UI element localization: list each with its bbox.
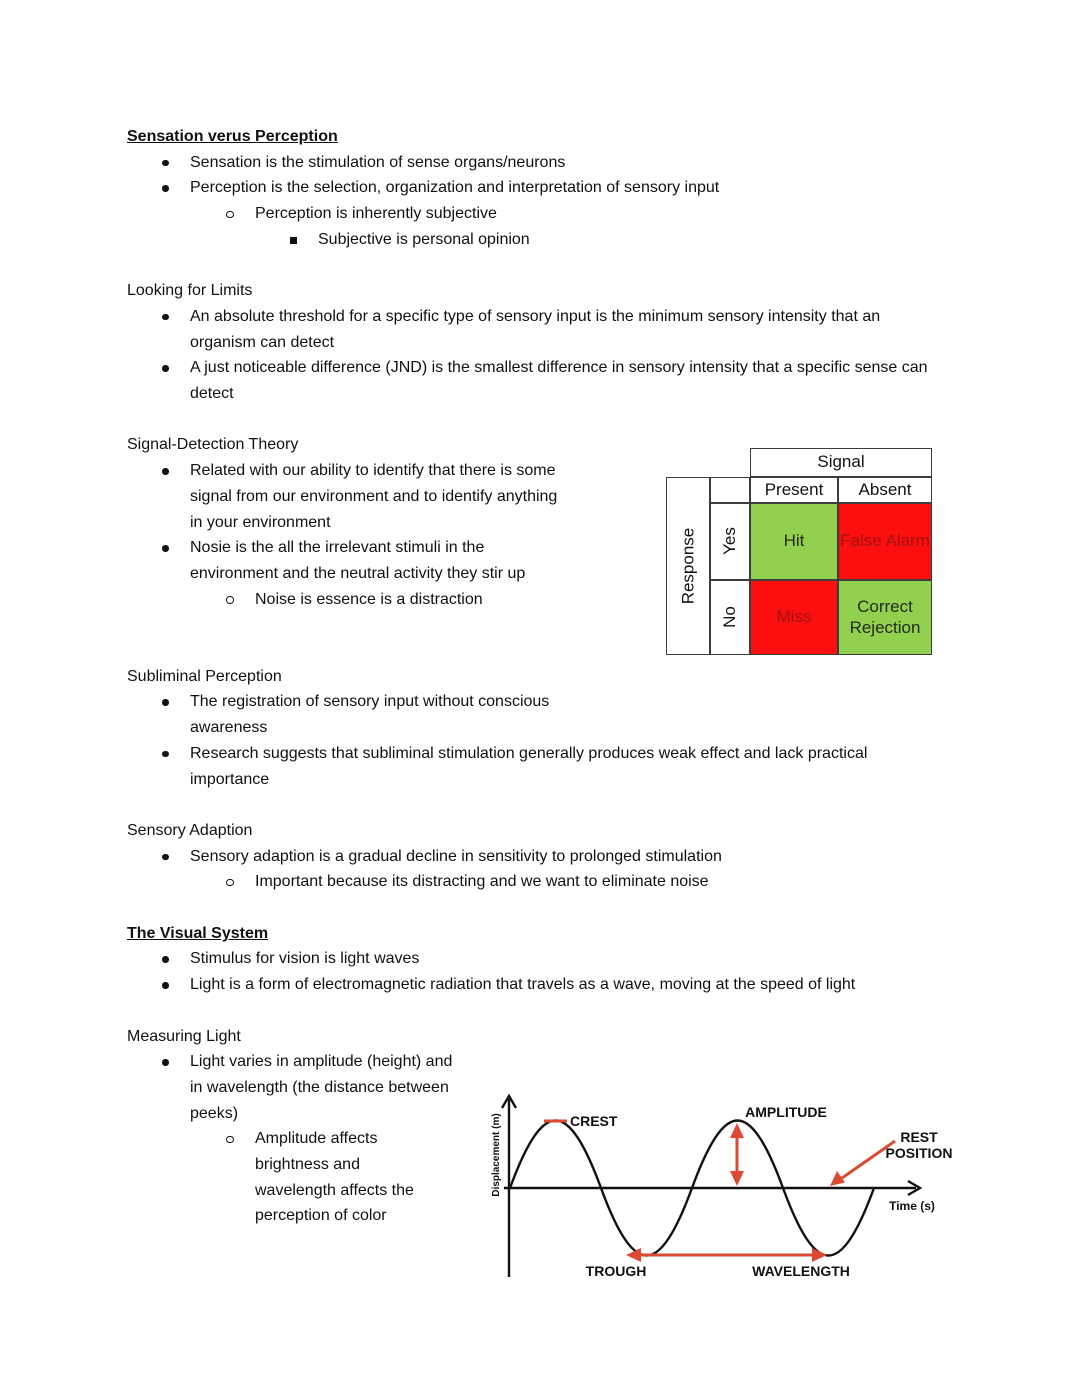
cell-miss: Miss (750, 580, 838, 655)
bullet-disc-icon (162, 365, 169, 372)
list-item-text: Stimulus for vision is light waves (190, 950, 420, 968)
list-item-text: Sensory adaption is a gradual decline in sensitivity to prolonged stimulation (190, 847, 722, 865)
crest-label: CREST (570, 1113, 618, 1129)
bullet-disc-icon (162, 751, 169, 758)
bullet-disc-icon (162, 468, 169, 475)
list-item-text: Perception is the selection, organization and interpretation of sensory input (190, 179, 720, 197)
section-heading: Looking for Limits (127, 282, 253, 300)
list-item-text: Light is a form of electromagnetic radiation that travels as a wave, moving at the speed of light (190, 976, 856, 994)
list-item-text: Nosie is the all the irrelevant stimuli in the environment and the neutral activity they stir up (190, 539, 526, 582)
list-item-text: Research suggests that subliminal stimulation generally produces weak effect and lack practical importance (190, 744, 868, 788)
section-heading: Sensory Adaption (127, 821, 253, 839)
bullet-disc-icon (162, 982, 169, 989)
bullet-disc-icon (162, 699, 169, 706)
list-item-text: The registration of sensory input without conscious awareness (190, 693, 550, 737)
list-item (127, 355, 957, 406)
list-item (127, 304, 957, 355)
list-item (127, 869, 957, 895)
list-item (127, 150, 957, 176)
list-item (127, 175, 957, 201)
wave-diagram (480, 1085, 980, 1295)
rest-position-label-line1: REST (900, 1129, 938, 1145)
section-spacer (127, 792, 957, 818)
section-heading: Signal-Detection Theory (127, 436, 299, 454)
list-item-text: Related with our ability to identify that there is some signal from our environment and to identify anything in your environment (190, 462, 558, 531)
list-item (127, 201, 957, 227)
section-spacer (127, 407, 957, 433)
bullet-disc-icon (162, 314, 169, 321)
table-corner-cell (710, 477, 750, 503)
bullet-square-icon (290, 237, 297, 244)
bullet-disc-icon (162, 160, 169, 167)
table-response-header: Response (666, 477, 710, 655)
trough-label: TROUGH (585, 1263, 647, 1279)
table-signal-header: Signal (750, 448, 932, 477)
rest-position-label-line2: POSITION (885, 1145, 953, 1161)
y-axis-label: Displacement (m) (491, 1113, 502, 1197)
list-item-text: Perception is inherently subjective (255, 205, 497, 223)
section-heading: Subliminal Perception (127, 667, 282, 685)
cell-correct-rejection: Correct Rejection (838, 580, 932, 655)
bullet-circle-icon (226, 879, 234, 887)
list-item (127, 844, 957, 870)
list-item-text: An absolute threshold for a specific type of sensory input is the minimum sensory intensity that an organism can detect (190, 307, 881, 351)
bullet-circle-icon (226, 211, 234, 219)
section-spacer (127, 998, 957, 1024)
bullet-circle-icon (226, 1136, 234, 1144)
cell-hit: Hit (750, 503, 838, 580)
section-heading: The Visual System (127, 924, 269, 942)
bullet-circle-icon (226, 596, 234, 604)
wavelength-label: WAVELENGTH (752, 1263, 850, 1279)
section-spacer (127, 253, 957, 279)
bullet-disc-icon (162, 1059, 169, 1066)
list-item (127, 972, 957, 998)
list-item (127, 946, 957, 972)
section-heading: Measuring Light (127, 1027, 241, 1045)
bullet-disc-icon (162, 854, 169, 861)
list-item-text: A just noticeable difference (JND) is the smallest difference in sensory intensity that a specific sense can detect (190, 359, 928, 403)
cell-false-alarm: False Alarm (838, 503, 932, 580)
bullet-disc-icon (162, 956, 169, 963)
list-item-text: Important because its distracting and we want to eliminate noise (255, 873, 709, 891)
amplitude-label: AMPLITUDE (745, 1104, 827, 1120)
signal-detection-table (666, 448, 932, 655)
table-row-yes: Yes (710, 503, 750, 580)
list-item-text: Subjective is personal opinion (318, 230, 530, 248)
list-item-text: Noise is essence is a distraction (255, 590, 483, 608)
list-item-text: Amplitude affects brightness and wavelength affects the perception of color (255, 1130, 414, 1225)
list-item-text: Sensation is the stimulation of sense organs/neurons (190, 153, 566, 171)
section-spacer (127, 895, 957, 921)
list-item (127, 689, 957, 740)
section-heading: Sensation verus Perception (127, 128, 338, 145)
table-row-no: No (710, 580, 750, 655)
bullet-disc-icon (162, 545, 169, 552)
wavelength-arrow (626, 1248, 827, 1262)
table-col-present: Present (750, 477, 838, 503)
list-item (127, 741, 957, 792)
bullet-disc-icon (162, 185, 169, 192)
amplitude-arrow (730, 1123, 744, 1186)
table-col-absent: Absent (838, 477, 932, 503)
list-item-text: Light varies in amplitude (height) and in wavelength (the distance between peeks) (190, 1053, 453, 1122)
x-axis-label: Time (s) (889, 1199, 935, 1213)
list-item (127, 227, 957, 253)
